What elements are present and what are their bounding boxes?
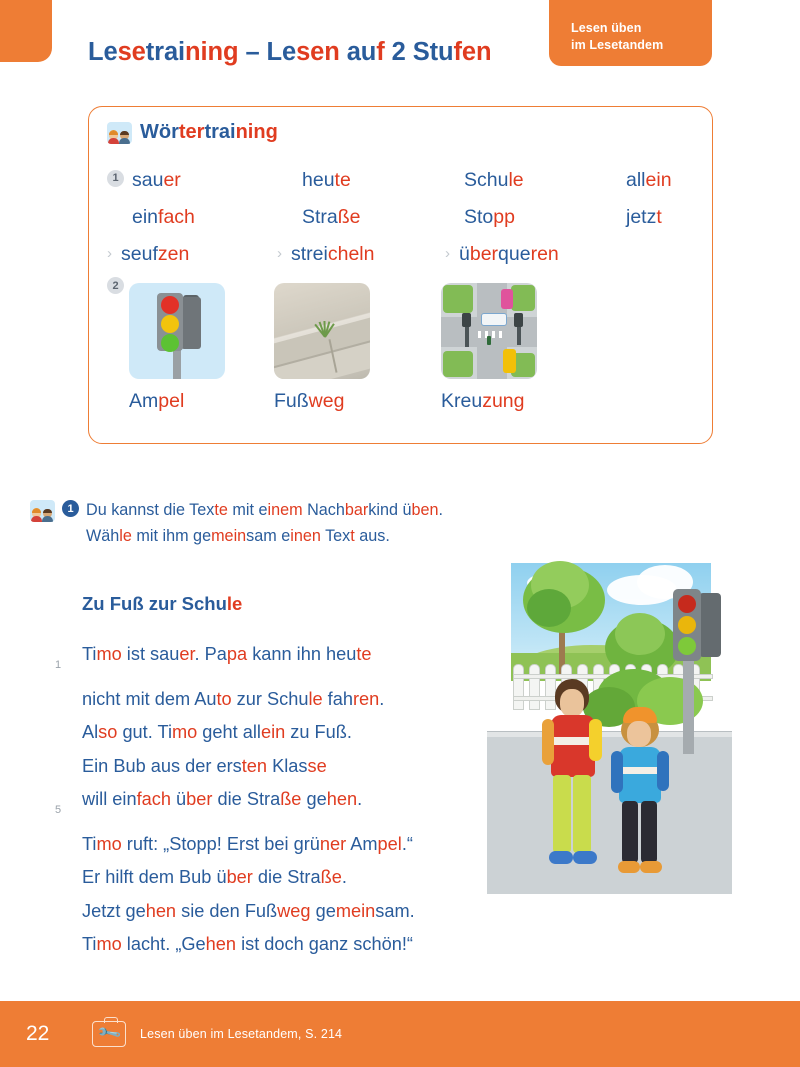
story-line — [55, 783, 510, 828]
line-number: 5 — [55, 804, 62, 816]
exercise-number-1: 1 — [107, 170, 124, 187]
word-allein: allein — [626, 169, 672, 191]
exercise-number-2: 2 — [107, 277, 124, 294]
story-line-text: nicht mit dem Auto zur Schule fahren. — [82, 688, 385, 709]
line-number: 1 — [55, 659, 62, 671]
toolbox-wrench-icon: 🔧 — [92, 1021, 126, 1047]
word-row-1 — [107, 162, 699, 199]
chevron-right-icon: › — [277, 245, 282, 262]
story-line — [55, 716, 510, 750]
story-line-text: Timo ist sauer. Papa kann ihn heute — [82, 644, 372, 664]
word-sauer: sauer — [132, 169, 181, 191]
picture-caption-fussweg: Fußweg — [274, 390, 345, 412]
word-cell — [107, 236, 277, 274]
word-cell — [107, 162, 302, 199]
story-line — [55, 861, 510, 895]
instruction-line-2: Wähle mit ihm gemeinsam einen Text aus. — [86, 527, 390, 545]
line-number — [55, 750, 82, 784]
story-line-text: Jetzt gehen sie den Fußweg gemeinsam. — [82, 900, 415, 921]
story-line — [55, 683, 510, 717]
word-ueberqueren: überqueren — [459, 243, 559, 265]
chevron-right-icon: › — [107, 245, 112, 262]
story-line — [55, 638, 510, 683]
partner-pair-icon — [107, 122, 132, 144]
word-streicheln: streicheln — [291, 243, 375, 265]
traffic-light-photo — [129, 283, 225, 379]
chevron-right-icon: › — [445, 245, 450, 262]
word-cell — [107, 199, 302, 236]
child-left — [537, 679, 607, 879]
story-line — [55, 828, 510, 862]
child-right — [609, 709, 675, 881]
wordtraining-box — [88, 106, 713, 444]
word-einfach: einfach — [132, 206, 195, 228]
line-number — [55, 716, 82, 750]
word-seufzen: seufzen — [121, 243, 190, 265]
word-cell — [445, 236, 613, 274]
instruction-block — [30, 497, 500, 549]
word-row-2 — [107, 199, 699, 236]
story-body — [55, 638, 510, 962]
line-number — [55, 828, 82, 862]
crossroads-illustration — [441, 283, 537, 379]
corner-accent — [0, 0, 52, 62]
story-line — [55, 750, 510, 784]
partner-pair-icon — [30, 500, 55, 522]
wordtraining-title: Wörtertraining — [140, 121, 278, 143]
word-cell — [302, 199, 464, 236]
story-line-text: Timo ruft: „Stopp! Erst bei grüner Ampel.“ — [82, 833, 413, 854]
footer-reference: Lesen üben im Lesetandem, S. 214 — [140, 1027, 343, 1041]
word-stopp: Stopp — [464, 206, 515, 228]
picture-item-kreuzung — [441, 283, 608, 413]
picture-caption-kreuzung: Kreuzung — [441, 390, 525, 412]
word-strasse: Straße — [302, 206, 361, 228]
instruction-text — [86, 497, 443, 549]
line-number — [55, 895, 82, 929]
word-schule: Schule — [464, 169, 524, 191]
word-heute: heute — [302, 169, 351, 191]
sidewalk-kerb-photo — [274, 283, 370, 379]
picture-caption-ampel: Ampel — [129, 390, 185, 412]
word-cell — [277, 236, 445, 274]
wordtraining-header — [107, 121, 278, 144]
word-cell — [302, 162, 464, 199]
word-list — [107, 162, 699, 274]
word-cell — [464, 199, 626, 236]
word-jetzt: jetzt — [626, 206, 662, 228]
story-line-text: Also gut. Timo geht allein zu Fuß. — [82, 722, 352, 742]
word-cell — [626, 199, 788, 236]
story-illustration — [487, 557, 732, 894]
chapter-badge-line1: Lesen üben — [571, 21, 642, 35]
page-footer — [0, 1001, 800, 1067]
picture-item-ampel — [107, 279, 274, 413]
story-title: Zu Fuß zur Schule — [82, 593, 243, 614]
page-number: 22 — [26, 1022, 50, 1045]
picture-item-fussweg — [274, 283, 441, 413]
line-number — [55, 928, 82, 962]
word-row-3 — [107, 236, 699, 274]
chapter-badge — [549, 0, 712, 66]
word-cell — [464, 162, 626, 199]
line-number — [55, 861, 82, 895]
story-line-text: will einfach über die Straße gehen. — [82, 789, 363, 809]
story-line — [55, 895, 510, 929]
chapter-badge-line2: im Lesetandem — [571, 38, 664, 52]
story-line-text: Er hilft dem Bub über die Straße. — [82, 867, 347, 887]
story-line-text: Timo lacht. „Gehen ist doch ganz schön!“ — [82, 934, 413, 954]
page-title: Lesetraining – Lesen auf 2 Stufen — [88, 38, 492, 66]
word-cell — [626, 162, 788, 199]
line-number — [55, 683, 82, 717]
story-line-text: Ein Bub aus der ersten Klasse — [82, 755, 327, 776]
picture-row — [107, 279, 608, 413]
story-line — [55, 928, 510, 962]
instruction-line-1: Du kannst die Texte mit einem Nachbarkind üben. — [86, 501, 444, 519]
instruction-number: 1 — [62, 500, 79, 517]
